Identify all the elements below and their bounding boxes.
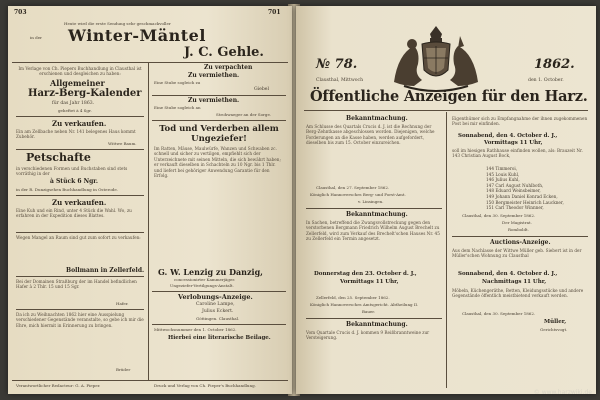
footer-beilage: Hierbei eine literarische Beilage. xyxy=(168,335,271,341)
auction-text: Aus dem Nachlasse der Wittwe Müller geb. Siebert ist in der Müller'schen Wohnung zu Clausthal xyxy=(452,248,582,259)
col2-office: Der Magistrat. xyxy=(502,220,532,225)
calendar-kicker: Allgemeiner xyxy=(50,78,105,88)
auction-time: Nachmittags 11 Uhr, xyxy=(482,279,547,285)
col1c-text: Vom Quartale Crucis d. J. kommen 9 Reißbranntweine zur Versteigerung. xyxy=(306,330,430,341)
col2-place: Clausthal, den 30. September 1862. xyxy=(462,213,536,218)
verkaufen-heading: Zu verkaufen. xyxy=(52,119,107,128)
col1-office: Königlich Hannoversches Berg- und Forst-Amt. xyxy=(310,192,406,197)
auction-office: Gerichtsvogt. xyxy=(540,327,568,332)
col2-list-item: 144 Timmeroi, xyxy=(486,166,518,171)
divider xyxy=(16,149,144,150)
verlobung-name2: Julius Eckert. xyxy=(202,309,234,314)
vermiethen-text: Eine Stube sogleich zu xyxy=(154,80,201,85)
wegen-text: Wegen Mangel an Raum sind gut zum sofort zu verkaufen: xyxy=(16,235,141,240)
col2-sign: Romboldt. xyxy=(508,227,529,232)
masthead-title: Öffentliche Anzeigen für den Harz. xyxy=(310,88,588,105)
divider xyxy=(16,195,144,196)
col1-sign: v. Linsingen. xyxy=(358,199,384,204)
divider xyxy=(152,324,286,325)
lenzig-sub: concessionirter Kammerjäger. xyxy=(174,277,236,282)
footer-druck: Druck und Verlag von Ch. Pieper's Buchhandlung. xyxy=(154,383,256,388)
winter-title: Winter-Mäntel xyxy=(68,26,206,45)
vermiethen-heading: Zu vermiethen. xyxy=(188,72,240,79)
lenzig-sub2: Ungeziefer-Vertilgungs-Anstalt. xyxy=(170,283,234,288)
issue-year: 1862. xyxy=(534,57,575,72)
wittwe-sign: Wittwe Baum. xyxy=(108,141,137,146)
divider xyxy=(452,236,588,237)
gift-text: Im Ratten, Mäuse, Maulwürfe, Wanzen und Schwaben zc. schnell und sicher zu vertilgen, empfiehlt sich der Unterzeichnete mit seinen Mitteln, die sich bewährt haben; er verkauft dieselben in Schachteln zu 10 Ngr. bis 1 Thlr. und liefert bei gehöriger Anwendung Garantie für den Erfolg. xyxy=(154,146,281,179)
buchhandlung-line: in der R. Dunzigsehen Buchhandlung in Osterode. xyxy=(16,187,118,192)
verlobung-place: Göttingen. Clausthal. xyxy=(196,316,240,321)
col2-intro: Eigenthümer sich zu Empfangnahme der ihnen zugekommenen Post bei mir einfinden. xyxy=(452,116,588,127)
divider xyxy=(306,318,442,319)
column-divider xyxy=(446,112,447,388)
divider xyxy=(152,95,286,96)
calendar-title: Harz-Berg-Kalender xyxy=(28,88,142,99)
strassburg-text: Bei der Domainen Straßburg der im Handel befindlichen Hafer à 2 Thlr. 15 und 15 Sgr. xyxy=(16,279,137,290)
masthead-rule xyxy=(304,110,588,111)
col2-text: soll im hiesigen Rathhause einfinden wollen, als: Brauzeit Nr. 143 Christian August Bock, xyxy=(452,148,583,159)
col1-place: Clausthal, den 27. September 1862. xyxy=(316,185,390,190)
left-newspaper-page xyxy=(8,6,292,394)
auction-sign: Müller, xyxy=(544,319,567,325)
verkaufen2-heading: Zu verkaufen. xyxy=(52,198,107,207)
bollmann-sign: Bollmann in Zellerfeld. xyxy=(66,267,145,274)
strohwaeger-sign: Strohwaeger an der Sorge. xyxy=(216,112,272,117)
hafer-sign: Hafer. xyxy=(116,301,129,306)
petschafte-price: à Stück 6 Ngr. xyxy=(50,178,98,185)
col2-time: Vormittags 11 Uhr, xyxy=(484,140,543,146)
page-number-left: 703 xyxy=(14,9,27,16)
col2-list-item: 150 Bergmeister Heinrich Lauckner, xyxy=(486,199,564,205)
auction-place: Clausthal, den 30. September 1862. xyxy=(462,311,536,316)
column-divider xyxy=(148,62,149,380)
col2-list-item: 149 Johann Daniel Konrad Ecken, xyxy=(486,193,558,199)
calendar-year: für das Jahr 1863. xyxy=(52,101,95,106)
footer-press: Verantwortlicher Redacteur: G. A. Pieper. xyxy=(16,383,101,388)
col2-list-item: 151 Carl Theodor Winnner, xyxy=(486,205,544,211)
winter-side-text: in der xyxy=(30,35,42,40)
col1b-date: Donnerstag den 23. October d. J., xyxy=(314,271,417,277)
calendar-price: geheftet à 4 Sgr. xyxy=(58,108,92,113)
bookshop-intro: Im Verlage von Ch. Piepers Buchhandlung in Clausthal ist erschienen und desgleichen zu haben: xyxy=(18,66,142,77)
brueder-sign: Brüder xyxy=(116,367,131,372)
coat-of-arms-icon xyxy=(384,24,488,98)
petschafte-title: Petschafte xyxy=(26,151,91,164)
col1c-heading: Bekanntmachung. xyxy=(346,321,408,328)
watermark: © www.harzwiki.de xyxy=(533,389,592,396)
right-newspaper-page xyxy=(296,6,596,394)
gift-heading: Tod und Verderben allem Ungeziefer! xyxy=(159,124,279,144)
col1-text: Am Schlusse des Quartals Crucis d. J. ist die Rechnung der Berg-Zehntkasse abgeschlossen worden. Diejenigen, welche Forderungen an die Kasse haben, werden aufgefordert, dieselben bis zum 15. October einzureichen. xyxy=(306,124,435,146)
footer-date: Mittwochsnummer den 1. October 1862. xyxy=(154,327,237,332)
col1-heading: Bekanntmachung. xyxy=(346,115,408,122)
col1b-heading: Bekanntmachung. xyxy=(346,211,408,218)
col1b-office: Königlich Hannoversches Amtsgericht. Abtheilung II. xyxy=(310,302,419,307)
col2-name-list xyxy=(486,166,590,211)
lenzig-name: G. W. Lenzig zu Danzig, xyxy=(158,267,263,277)
intro-line: Heute wird die erste Sendung sehr geschmackvoller xyxy=(64,21,171,26)
col1b-time: Vormittags 11 Uhr, xyxy=(340,279,399,285)
col2-list-item: 146 Julius Kuhl, xyxy=(486,177,520,183)
vermiethen2-text: Eine Stube sogleich an xyxy=(154,105,201,110)
auction-date: Sonnabend, den 4. October d. J., xyxy=(458,271,558,277)
gehle-name: J. C. Gehle. xyxy=(184,45,264,60)
divider xyxy=(152,120,286,121)
col1b-place: Zellerfeld, den 25. September 1862. xyxy=(316,295,390,300)
giebel-sign: Giebel xyxy=(254,87,269,92)
issue-date: den 1. October. xyxy=(528,78,564,83)
divider xyxy=(12,62,288,63)
divider xyxy=(16,116,144,117)
col1b-sign: Bauer. xyxy=(362,309,376,314)
place-day: Clausthal, Mittwoch xyxy=(316,78,364,83)
col2-date: Sonnabend, den 4. October d. J., xyxy=(458,133,558,139)
auction-text2: Möbeln, Küchengeräthe, Betten, Kleidungsstücke und andere Gegenstände öffentlich meistbietend verkauft werden. xyxy=(452,288,584,299)
vermiethen2-heading: Zu vermiethen. xyxy=(188,97,240,104)
divider xyxy=(152,291,286,292)
auction-heading: Auctions-Anzeige. xyxy=(490,239,551,246)
divider xyxy=(16,276,144,277)
divider xyxy=(16,232,144,233)
verkaufen2-text: Eine Kuh und ein Rind, unter 4 Stück die Wahl. Wo, zu erfahren in der Expedition dieses Blattes. xyxy=(16,208,132,219)
divider xyxy=(16,309,144,310)
divider xyxy=(12,380,288,381)
verkaufen-text: Ein am Zellbache neben Nr. 141 belegenes Haus kommt Zubehör. xyxy=(16,129,136,140)
verpachten-heading: Zu verpachten xyxy=(204,64,253,71)
verlobung-name1: Caroline Lampe, xyxy=(196,302,235,307)
divider xyxy=(306,208,442,209)
page-number-right: 701 xyxy=(268,9,281,16)
col2-list-item: 148 Eduard Weinsbeimer, xyxy=(486,188,541,194)
verlobung-heading: Verlobungs-Anzeige. xyxy=(178,293,253,301)
col1b-text: In Sachen, betreffend die Zwangsvollstreckung gegen den verstorbenen Bergmann Friedrich Wilhelm August Brechelt zu Zellerfeld, wird zum Verkauf des Brechelt'schen Hauses Nr. 45 zu Zellerfeld ein Termin angesetzt. xyxy=(306,220,440,242)
issue-number: № 78. xyxy=(316,57,358,72)
col2-list-item: 145 Louis Kuhl, xyxy=(486,171,520,177)
petschafte-text: in verschiedenen Formen und Buchstaben sind stets vorräthig in der xyxy=(16,166,128,177)
weihnachten-text: Da ich zu Weihnachten 1862 hier eine Ausspielung verschiedener Gegenstände veranstalte, so gebe ich mir die Ehre, mich hiermit in Erinnerung zu bringen. xyxy=(16,312,144,328)
col2-list-item: 147 Carl August Nuhlboth, xyxy=(486,182,544,188)
